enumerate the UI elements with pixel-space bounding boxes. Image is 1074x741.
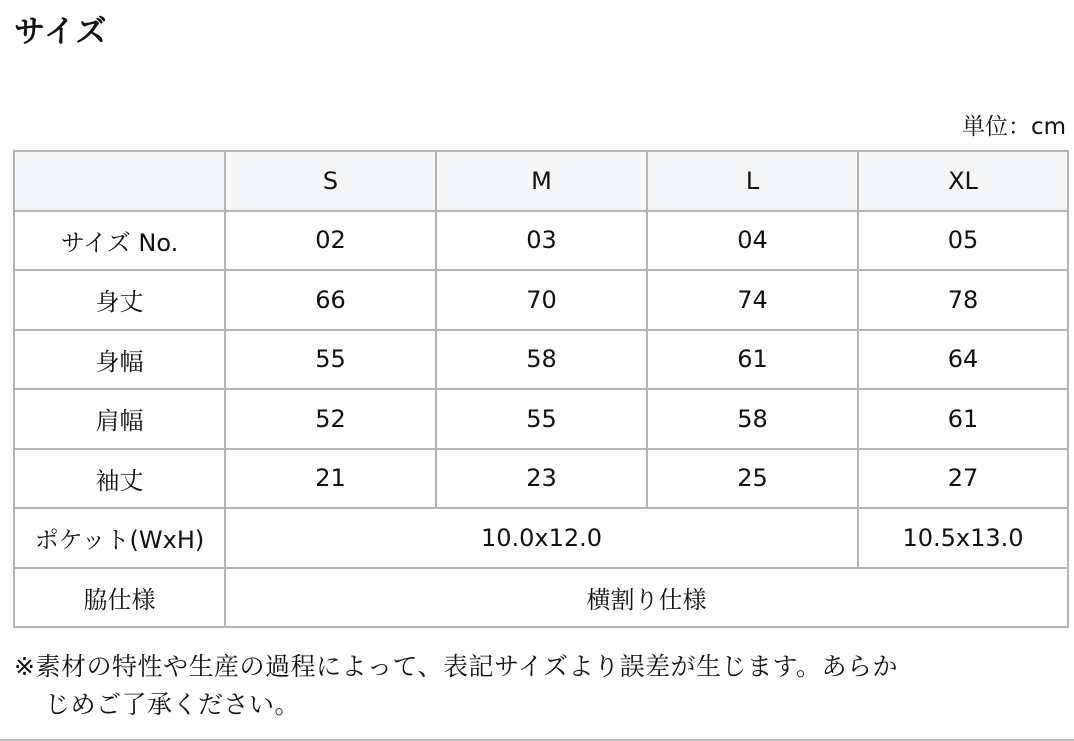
- table-row-body-length: [14, 270, 1068, 330]
- size-header-l: L: [647, 151, 858, 211]
- page-title: サイズ: [14, 14, 108, 50]
- table-cell: 55: [225, 330, 436, 390]
- table-cell: 78: [858, 270, 1068, 330]
- size-header-s: S: [225, 151, 436, 211]
- row-label: 身丈: [14, 270, 225, 330]
- row-label: 身幅: [14, 330, 225, 390]
- table-cell: 55: [436, 389, 647, 449]
- table-cell: 02: [225, 211, 436, 271]
- pocket-size-large: 10.5x13.0: [858, 508, 1068, 568]
- table-cell: 25: [647, 449, 858, 509]
- table-cell: 23: [436, 449, 647, 509]
- row-label: 脇仕様: [14, 568, 225, 628]
- table-row-sleeve-length: [14, 449, 1068, 509]
- table-row-shoulder-width: [14, 389, 1068, 449]
- table-cell: 03: [436, 211, 647, 271]
- row-label: サイズ No.: [14, 211, 225, 271]
- table-cell: 21: [225, 449, 436, 509]
- table-cell: 61: [858, 389, 1068, 449]
- table-header-row: [14, 151, 1068, 211]
- table-cell: 27: [858, 449, 1068, 509]
- table-cell: 64: [858, 330, 1068, 390]
- row-label: 肩幅: [14, 389, 225, 449]
- table-cell: 70: [436, 270, 647, 330]
- size-header-xl: XL: [858, 151, 1068, 211]
- size-table: [13, 150, 1069, 628]
- pocket-size-small: 10.0x12.0: [225, 508, 858, 568]
- row-label: 袖丈: [14, 449, 225, 509]
- table-cell: 04: [647, 211, 858, 271]
- table-cell: 52: [225, 389, 436, 449]
- table-cell: 05: [858, 211, 1068, 271]
- table-cell: 61: [647, 330, 858, 390]
- note-line-1: ※素材の特性や生産の過程によって、表記サイズより誤差が生じます。あらか: [14, 652, 898, 681]
- table-row-side: [14, 568, 1068, 628]
- table-row-size-no: [14, 211, 1068, 271]
- table-row-body-width: [14, 330, 1068, 390]
- note-line-2: じめご了承ください。: [45, 690, 301, 719]
- table-cell: 58: [436, 330, 647, 390]
- table-cell: 58: [647, 389, 858, 449]
- side-spec-value: 横割り仕様: [225, 568, 1068, 628]
- size-note: [14, 648, 1064, 724]
- unit-label: 単位：cm: [961, 114, 1066, 140]
- row-label: ポケット(WxH): [14, 508, 225, 568]
- table-row-pocket: [14, 508, 1068, 568]
- size-header-m: M: [436, 151, 647, 211]
- table-corner-cell: [14, 151, 225, 211]
- table-cell: 74: [647, 270, 858, 330]
- table-cell: 66: [225, 270, 436, 330]
